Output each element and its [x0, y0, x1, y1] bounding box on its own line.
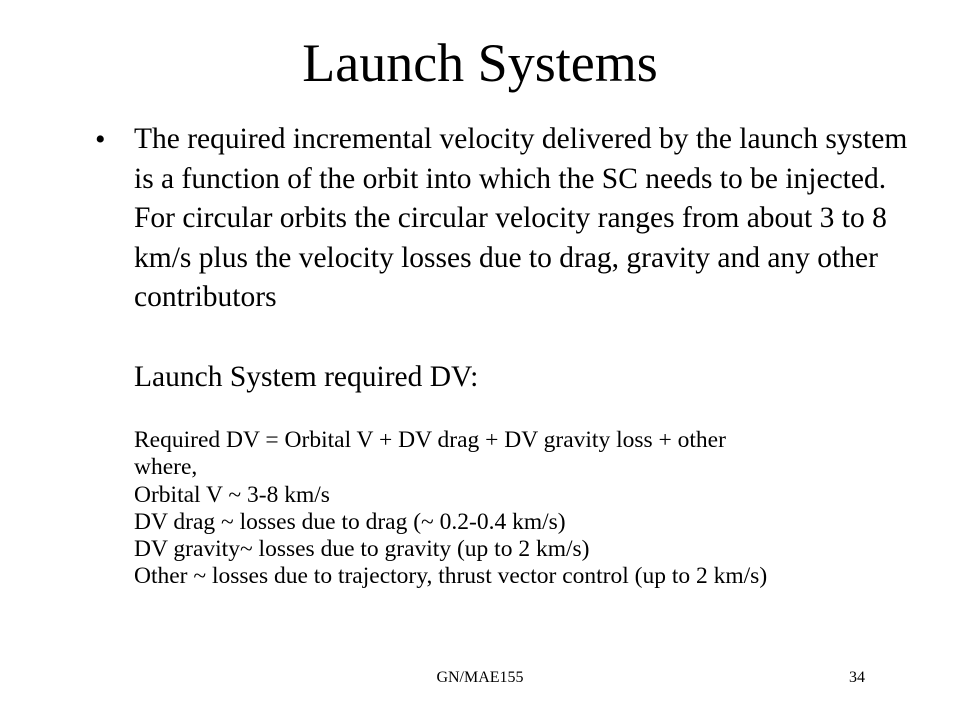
bullet-block: [95, 120, 915, 591]
slide-title: Launch Systems: [302, 33, 658, 93]
where-line: where,: [134, 454, 198, 481]
other-line: Other ~ losses due to trajectory, thrust vector control (up to 2 km/s): [134, 563, 768, 590]
dv-gravity-line: DV gravity~ losses due to gravity (up to 2 km/s): [134, 536, 590, 563]
equation-line: Required DV = Orbital V + DV drag + DV gravity loss + other: [134, 427, 726, 453]
details-block: [134, 427, 915, 591]
footer-label: GN/MAE155: [436, 669, 524, 686]
orbital-v-line: Orbital V ~ 3-8 km/s: [134, 481, 330, 508]
subheading: Launch System required DV:: [134, 360, 479, 393]
bullet-icon: •: [95, 123, 106, 156]
page-number: 34: [849, 669, 865, 686]
bullet-text: The required incremental velocity delivered by the launch system is a function of the orbit into which the SC needs to be injected. For circular orbits the circular velocity ranges from about 3 to 8 km/s plus the velocity losses due to drag, gravity and any other contributors: [134, 123, 908, 313]
dv-drag-line: DV drag ~ losses due to drag (~ 0.2-0.4 km/s): [134, 508, 566, 535]
